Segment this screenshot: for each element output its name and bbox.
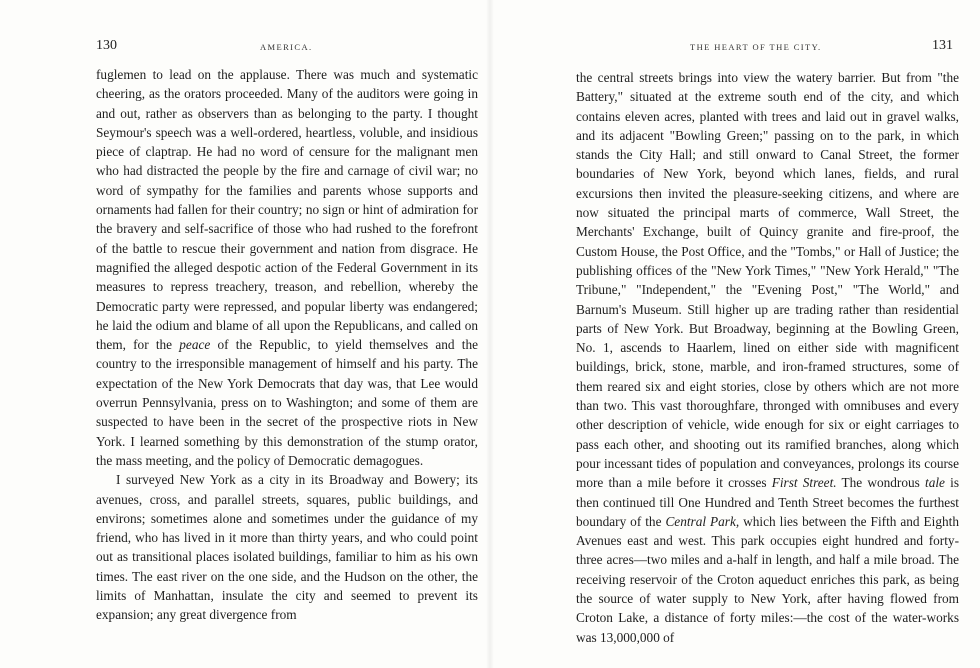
left-page-text bbox=[96, 65, 478, 625]
right-italic-first-street: First Street. bbox=[771, 475, 837, 491]
right-paragraph-1 bbox=[576, 68, 959, 647]
left-paragraph-2: I surveyed New York as a city in its Broadway and Bowery; its avenues, cross, and parallel streets, squares, public buildings, and environs; sometimes alone and sometimes under the guidance of my friend, who has lived in it more than thirty years, and who could point out as transitional places isolated buildings, familiar to him as his own times. The east river on the one side, and the Hudson on the other, the limits of Manhattan, insulate the city and seemed to prevent its expansion; any great divergence from bbox=[96, 472, 478, 623]
right-text-c: is then continued till One Hundred and Tenth Street becomes the furthest boundary of the bbox=[576, 475, 959, 529]
right-text-d: which lies between the Fifth and Eighth Avenues east and west. This park occupies eight hundred and forty-three acres—two miles and a-half in length, and half a mile broad. The receiving reservoir of the Croton aqueduct enriches this park, as being the source of water supply to New York, after having flowed from Croton Lake, a distance of forty miles:—the cost of the water-works was 13,000,000 of bbox=[576, 513, 959, 645]
left-page-number: 130 bbox=[96, 38, 117, 53]
right-italic-tale: tale bbox=[925, 475, 945, 491]
right-text-b: The wondrous bbox=[836, 475, 925, 491]
left-running-head: AMERICA. bbox=[260, 42, 313, 52]
right-page-number: 131 bbox=[932, 38, 953, 53]
right-page bbox=[490, 0, 980, 668]
right-running-head: THE HEART OF THE CITY. bbox=[690, 42, 822, 52]
right-page-text bbox=[576, 68, 959, 647]
left-paragraph-1-italic: peace bbox=[179, 337, 211, 353]
right-text-a: the central streets brings into view the watery barrier. But from "the Battery," situated at the extreme south end of the city, and which contains eleven acres, planted with trees and laid out in gravel walks, and its adjacent "Bowling Green;" passing on to the park, in which stands the City Hall; and still onward to Canal Street, the former boundaries of New York, beyond which lanes, fields, and rural excursions then invited the pleasure-seeking citizens, and where are now situated the principal marts of commerce, Wall Street, the Merchants' Exchange, built of Quincy granite and fire-proof, the Custom House, the Post Office, and the "Tombs," or Hall of Justice; the publishing offices of the "New York Times," "New York Herald," "The Tribune," "Independent," the "Evening Post," "The World," and Barnum's Museum. Still higher up are trading rather than residential parts of New York. But Broadway, beginning at the Bowling Green, No. 1, ascends to Haarlem, lined on either side with magnificent buildings, brick, stone, marble, and iron-framed structures, some of them reared six and eight stories, close by others which are not more than two. This vast thoroughfare, thronged with omnibuses and every other description of vehicle, wide enough for six or eight carriages to pass each other, and shooting out its ramified branches, along which pour incessant tides of population and conveyances, prolongs its course more than a mile before it crosses bbox=[576, 70, 959, 491]
left-paragraph-1 bbox=[96, 65, 478, 470]
left-paragraph-1-text-a: fuglemen to lead on the applause. There was much and systematic cheering, as the orators proceeded. Many of the auditors were going in and out, rather as observers than as belonging to the party. I thought Seymour's speech was a well-ordered, heartless, voluble, and insidious piece of claptrap. He had no word of censure for the malignant men who had distracted the people by the fire and carnage of civil war; no word of sympathy for the families and parents whose supports and ornaments had fallen for their country; no sign or hint of admiration for the bravery and self-sacrifice of those who had rushed to the forefront of the battle to rescue their government and nation from disgrace. He magnified the alleged despotic action of the Federal Government in its measures to repress treachery, treason, and rebellion, whereby the Democratic party were repressed, and popular liberty was endangered; he laid the odium and blame of all upon the Republicans, and called on them, for the bbox=[96, 67, 478, 353]
right-italic-central-park: Central Park, bbox=[665, 513, 740, 529]
left-paragraph-1-text-b: of the Republic, to yield themselves and the country to the irresponsible management of himself and his party. The expectation of the New York Democrats that day was, that Lee would overrun Pennsylvania, press on to Washington; and some of them are suspected to have been in the secret of the prospective riots in New York. I learned something by this demonstration of the stump orator, the mass meeting, and the policy of Democratic demagogues. bbox=[96, 337, 478, 468]
